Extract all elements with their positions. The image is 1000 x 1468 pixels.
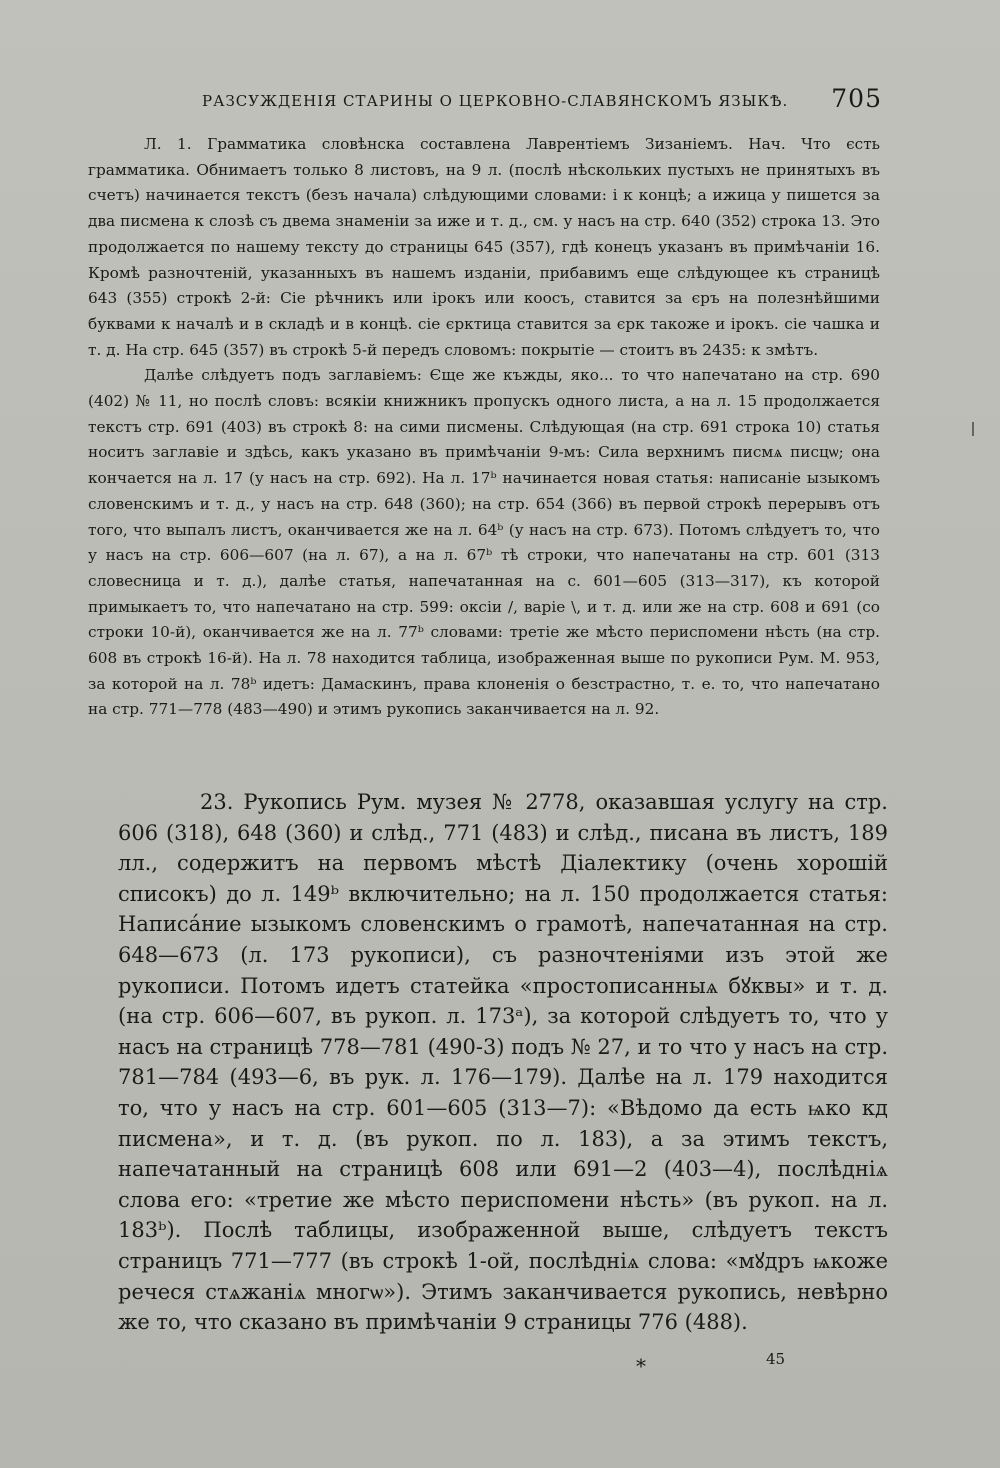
page-number: 705 [831, 84, 882, 113]
footer-asterisk: * [636, 1354, 646, 1378]
running-title: РАЗСУЖДЕНІЯ СТАРИНЫ О ЦЕРКОВНО-СЛАВЯНСКОМЪ ЯЗЫКѢ. [202, 92, 789, 110]
large-paragraph-1: 23. Рукопись Рум. музея № 2778, оказавшая услугу на стр. 606 (318), 648 (360) и слѣд., 771 (483) и слѣд., писана въ листъ, 189 лл., содержитъ на первомъ мѣстѣ Діалектику (очень хорошій списокъ) до л. 149ᵇ включительно; на л. 150 продолжается статья: Написáние ызыкомъ словенскимъ о грамотѣ, напечатанная на стр. 648—673 (л. 173 рукописи), съ разночтеніями изъ этой же рукописи. Потомъ идетъ статейка «простописанныѧ бꙋквы» и т. д. (на стр. 606—607, въ рукоп. л. 173ᵃ), за которой слѣдуетъ то, что у насъ на страницѣ 778—781 (490-3) подъ № 27, и то что у насъ на стр. 781—784 (493—6, въ рук. л. 176—179). Далѣе на л. 179 находится то, что у насъ на стр. 601—605 (313—7): «Вѣдомо да есть ѩко кд писмена», и т. д. (въ рукоп. по л. 183), а за этимъ текстъ, напечатанный на страницѣ 608 или 691—2 (403—4), послѣдніѧ слова его: «третие же мѣсто периспомени нѣсть» (въ рукоп. на л. 183ᵇ). Послѣ таблицы, изображенной выше, слѣдуетъ текстъ страницъ 771—777 (въ строкѣ 1-ой, послѣдніѧ слова: «мꙋдръ ѩкоже речеся стѧжаніѧ многѡ»). Этимъ заканчивается рукопись, невѣрно же то, что сказано въ примѣчаніи 9 страницы 776 (488). [118, 790, 888, 1335]
page-header [202, 84, 882, 114]
small-paragraph-2: Далѣе слѣдуетъ подъ заглавіемъ: Єще же къжды, яко... то что напечатано на стр. 690 (402) № 11, но послѣ словъ: всякіи книжникъ пропускъ одного листа, а на л. 15 продолжается текстъ стр. 691 (403) въ строкѣ 8: на сими писмены. Слѣдующая (на стр. 691 строка 10) статья носитъ заглавіе и здѣсь, какъ указано въ примѣчаніи 9-мъ: Сила верхнимъ писмѧ писцѡ; она кончается на л. 17 (у насъ на стр. 692). На л. 17ᵇ начинается новая статья: написаніе ызыкомъ словенскимъ и т. д., у насъ на стр. 648 (360); на стр. 654 (366) въ первой строкѣ перерывъ отъ того, что выпалъ листъ, оканчивается же на л. 64ᵇ (у насъ на стр. 673). Потомъ слѣдуетъ то, что у насъ на стр. 606—607 (на л. 67), а на л. 67ᵇ тѣ строки, что напечатаны на стр. 601 (313 словесница и т. д.), далѣе статья, напечатанная на с. 601—605 (313—317), къ которой примыкаетъ то, что напечатано на стр. 599: оксіи /, варіе \, и т. д. или же на стр. 608 и 691 (со строки 10-й), оканчивается же на л. 77ᵇ словами: третіе же мѣсто периспомени нѣсть (на стр. 608 въ строкѣ 16-й). На л. 78 находится таблица, изображенная выше по рукописи Рум. М. 953, за которой на л. 78ᵇ идетъ: Дамаскинъ, права клоненія о безстрастно, т. е. то, что напечатано на стр. 771—778 (483—490) и этимъ рукопись заканчивается на л. 92. [88, 366, 880, 719]
margin-mark [972, 422, 974, 436]
main-text-block [118, 787, 888, 1338]
small-paragraph-1: Л. 1. Граммaтика словѣнска составлена Лаврентіемъ Зизаніемъ. Нач. Что єсть грамматика. Обнимаетъ только 8 листовъ, на 9 л. (послѣ нѣскольких пустыхъ не принятыхъ въ счетъ) начинается текстъ (безъ начала) слѣдующими словами: і к концѣ; а ижица у пишется за два писмена к слозѣ съ двема знаменіи за иже и т. д., см. у насъ на стр. 640 (352) строка 13. Это продолжается по нашему тексту до страницы 645 (357), гдѣ конецъ указанъ въ примѣчаніи 16. Кромѣ разночтеній, указанныхъ въ нашемъ изданіи, прибавимъ еще слѣдующее къ страницѣ 643 (355) строкѣ 2-й: Сіе рѣчникъ или ірокъ или коосъ, ставится за єръ на полезнѣйшими буквами к началѣ и в складѣ и в концѣ. сіе єрктица ставится за єрк такоже и ірокъ. сіе чашка и т. д. На стр. 645 (357) въ строкѣ 5-й передъ словомъ: покрытіе — стоитъ въ 2435: к змѣтъ. [88, 135, 880, 359]
footnote-block [88, 132, 880, 723]
signature-number: 45 [766, 1350, 786, 1368]
